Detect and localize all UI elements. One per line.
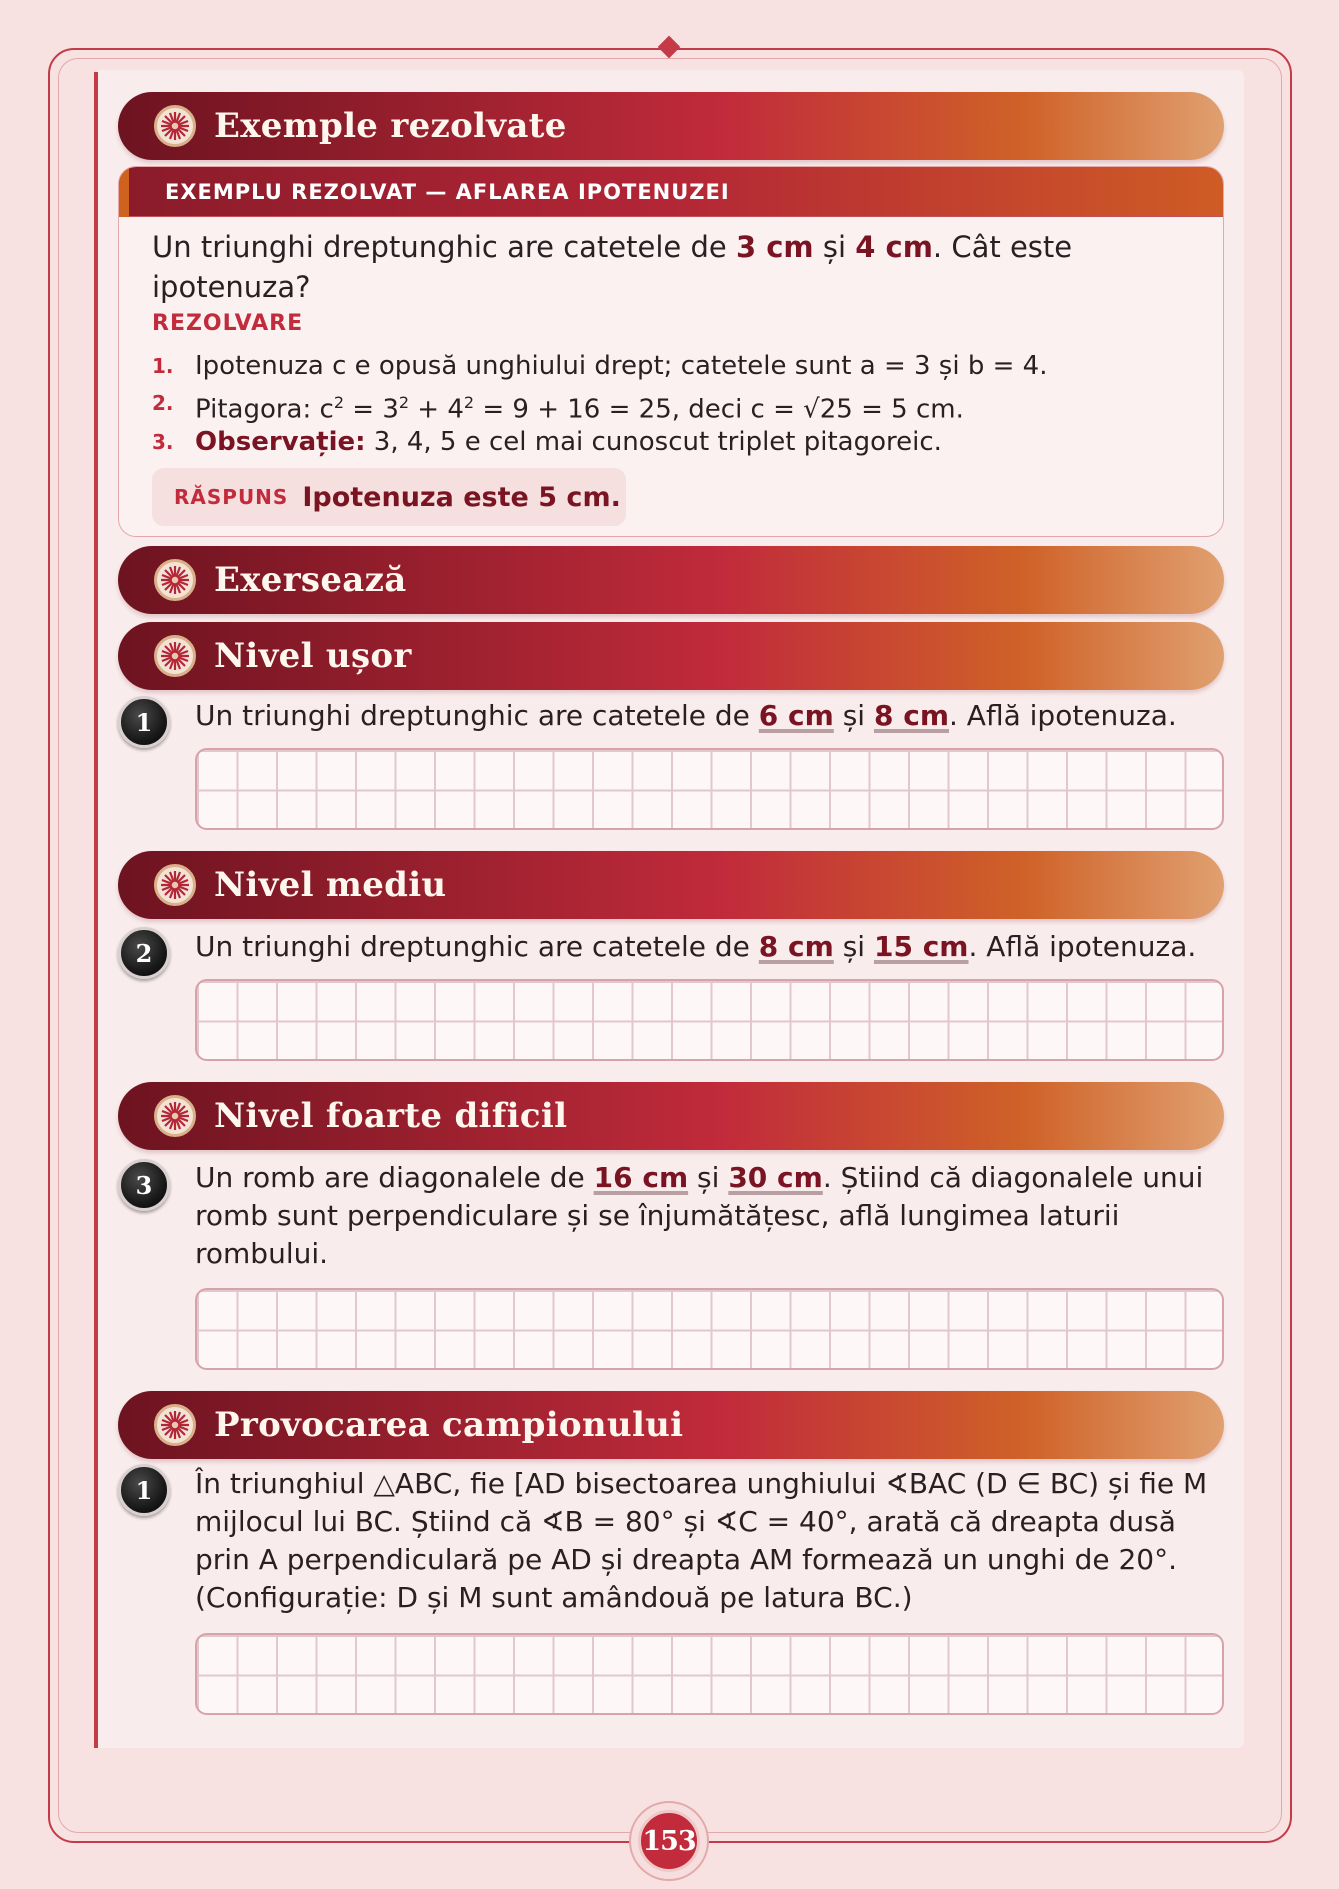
exercise-text-part: . Află ipotenuza. xyxy=(949,699,1177,732)
challenge-text: În triunghiul △ABC, fie [AD bisectoarea unghiului ∢BAC (D ∈ BC) și fie M mijlocul lui BC. Știind că ∢B = 80° și ∢C = 40°, arată că dreapta dusă prin A perpendiculară pe AD și dreapta AM formează un unghi de 20°. (Configurație: D și M sunt amândouă pe latura BC.) xyxy=(195,1467,1208,1614)
solved-example-box xyxy=(118,166,1224,537)
example-header-text: EXEMPLU REZOLVAT — AFLAREA IPOTENUZEI xyxy=(165,179,730,204)
solution-step xyxy=(152,385,1192,428)
banner-title: Exemple rezolvate xyxy=(214,106,567,146)
exercise-number-badge: 2 xyxy=(118,927,170,979)
exercise-value: 30 cm xyxy=(728,1161,823,1194)
banner-title: Provocarea campionului xyxy=(214,1405,684,1445)
problem-value: 4 cm xyxy=(855,230,933,264)
exercise-text-part: și xyxy=(688,1161,729,1194)
exercise-text-part: Un romb are diagonalele de xyxy=(195,1161,594,1194)
answer-box xyxy=(152,468,626,526)
step-number: 2. xyxy=(152,391,174,415)
step-emphasis: Observație: xyxy=(195,427,366,457)
step-number: 1. xyxy=(152,354,174,378)
step-text: + 4 xyxy=(409,394,464,425)
exercise-value: 15 cm xyxy=(873,930,969,963)
exercise-value: 8 cm xyxy=(758,930,834,963)
answer-grid[interactable] xyxy=(195,1633,1224,1715)
superscript: 2 xyxy=(333,393,344,412)
superscript: 2 xyxy=(463,393,475,412)
problem-text: și xyxy=(813,230,856,264)
example-header xyxy=(119,167,1223,217)
problem-text: Un triunghi dreptunghic are catetele de xyxy=(152,230,736,264)
rosette-icon xyxy=(154,1095,196,1137)
step-text: = 3 xyxy=(344,394,399,425)
exercise-value: 16 cm xyxy=(593,1161,689,1194)
banner-hard xyxy=(118,1082,1224,1150)
step-number: 3. xyxy=(152,430,174,454)
answer-label: RĂSPUNS xyxy=(174,485,289,509)
banner-title: Exersează xyxy=(214,560,407,600)
exercise-text-part: . Află ipotenuza. xyxy=(968,930,1197,963)
exercise-text xyxy=(195,1159,1225,1273)
exercise-text xyxy=(195,928,1225,966)
rosette-icon xyxy=(154,559,196,601)
exercise-number-badge: 3 xyxy=(118,1159,170,1211)
step-text: Ipotenuza c e opusă unghiului drept; catetele sunt a = 3 și b = 4. xyxy=(195,351,1048,381)
solution-step xyxy=(152,424,1192,460)
problem-text: . Cât este ipotenuza? xyxy=(152,230,1073,304)
exercise-text-part: . Știind că diagonalele unui romb sunt perpendiculare și se înjumătățesc, află lungimea laturii rombului. xyxy=(195,1161,1204,1270)
banner-easy xyxy=(118,622,1224,690)
exercise-text-part: Un triunghi dreptunghic are catetele de xyxy=(195,930,759,963)
superscript: 2 xyxy=(398,393,410,412)
step-text: = 9 + 16 = 25, deci c = √25 = 5 cm. xyxy=(474,394,964,425)
banner-medium xyxy=(118,851,1224,919)
exercise-value: 6 cm xyxy=(758,699,834,732)
rosette-icon xyxy=(154,864,196,906)
banner-examples xyxy=(118,92,1224,160)
page-number-badge xyxy=(629,1801,709,1881)
banner-title: Nivel mediu xyxy=(214,865,447,905)
rosette-icon xyxy=(154,105,196,147)
answer-text: Ipotenuza este 5 cm. xyxy=(302,481,621,513)
answer-grid[interactable] xyxy=(195,979,1224,1061)
exercise-text-part: Un triunghi dreptunghic are catetele de xyxy=(195,699,759,732)
rosette-icon xyxy=(154,635,196,677)
banner-practice xyxy=(118,546,1224,614)
exercise-value: 8 cm xyxy=(873,699,949,732)
step-text: Pitagora: c xyxy=(195,394,334,425)
exercise-number-badge: 1 xyxy=(118,1464,170,1516)
solution-label: REZOLVARE xyxy=(152,311,304,336)
exercise-text xyxy=(195,697,1225,735)
example-problem xyxy=(152,227,1152,307)
banner-title: Nivel ușor xyxy=(214,636,412,676)
solution-step xyxy=(152,348,1192,384)
exercise-number-badge: 1 xyxy=(118,696,170,748)
left-rule xyxy=(94,72,98,1748)
exercise-text-part: și xyxy=(833,930,874,963)
exercise-text-part: și xyxy=(833,699,874,732)
example-header-edge xyxy=(119,167,129,217)
page-number: 153 xyxy=(638,1810,700,1872)
answer-grid[interactable] xyxy=(195,748,1224,830)
banner-challenge xyxy=(118,1391,1224,1459)
banner-title: Nivel foarte dificil xyxy=(214,1096,568,1136)
answer-grid[interactable] xyxy=(195,1288,1224,1370)
step-text: 3, 4, 5 e cel mai cunoscut triplet pitagoreic. xyxy=(365,427,942,457)
rosette-icon xyxy=(154,1404,196,1446)
problem-value: 3 cm xyxy=(735,230,814,264)
